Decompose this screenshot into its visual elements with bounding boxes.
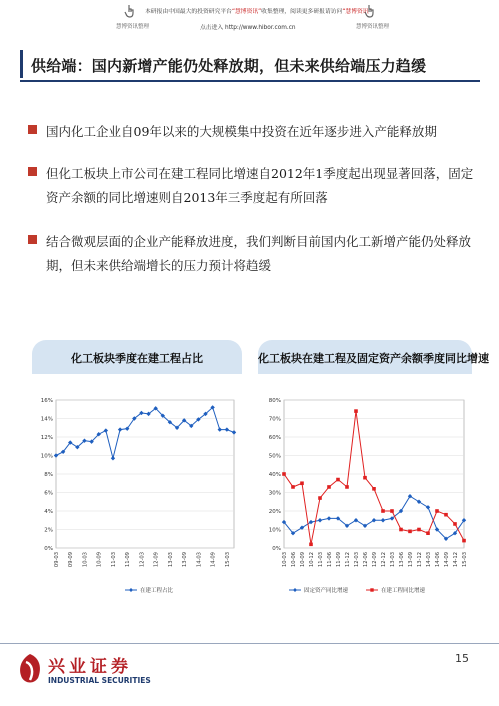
- data-point: [218, 427, 222, 431]
- y-tick-label: 80%: [268, 398, 281, 404]
- x-tick-label: 13-09: [182, 552, 189, 568]
- y-tick-label: 20%: [268, 509, 281, 515]
- data-point: [390, 509, 394, 513]
- x-tick-label: 10-12: [309, 552, 315, 568]
- data-point: [300, 481, 304, 485]
- x-tick-label: 10-03: [282, 552, 288, 568]
- y-tick-label: 12%: [40, 435, 53, 441]
- legend-label: 在建工程同比增速: [381, 588, 426, 594]
- bullet-text: 国内化工企业自09年以来的大规模集中投资在近年逐步进入产能释放期: [46, 124, 437, 139]
- data-point: [426, 505, 430, 509]
- x-tick-label: 10-09: [300, 552, 306, 568]
- x-tick-label: 12-06: [363, 552, 369, 568]
- chart-growth-rates: [258, 390, 472, 612]
- x-tick-label: 13-12: [417, 552, 423, 568]
- y-tick-label: 2%: [44, 527, 53, 534]
- data-point: [300, 525, 304, 529]
- y-tick-label: 10%: [40, 453, 53, 460]
- header-link[interactable]: 点击进入 http://www.hibor.com.cn: [200, 25, 296, 31]
- x-tick-label: 11-09: [336, 552, 342, 568]
- x-tick-label: 13-03: [167, 552, 174, 568]
- y-tick-label: 40%: [268, 472, 281, 478]
- header-right-caption: 慧博资讯整理: [356, 24, 390, 30]
- header-banner: [0, 0, 499, 40]
- data-point: [327, 485, 331, 489]
- x-tick-label: 10-06: [291, 552, 297, 568]
- bullet-square-icon: [28, 167, 37, 176]
- legend-label: 在建工程占比: [140, 588, 174, 594]
- data-point: [363, 476, 367, 480]
- chart-panel-growth-rates: [258, 340, 489, 612]
- x-tick-label: 14-09: [444, 552, 450, 568]
- data-point: [435, 509, 439, 513]
- touch-hand-icon: [124, 4, 136, 18]
- x-tick-label: 14-09: [210, 552, 217, 568]
- bullet-square-icon: [28, 125, 37, 134]
- x-tick-label: 11-03: [110, 552, 117, 568]
- data-point: [363, 524, 367, 528]
- data-point: [309, 520, 313, 524]
- touch-hand-icon: [364, 4, 376, 18]
- header-left-caption: 慧博资讯整理: [116, 24, 150, 30]
- y-tick-label: 14%: [40, 416, 53, 423]
- data-point: [462, 539, 466, 543]
- y-tick-label: 8%: [44, 472, 53, 478]
- data-point: [372, 487, 376, 491]
- y-tick-label: 30%: [268, 490, 281, 497]
- data-point: [408, 494, 412, 498]
- data-point: [354, 409, 358, 413]
- data-point: [453, 522, 457, 526]
- logo-emblem-icon: [16, 652, 44, 686]
- x-tick-label: 14-03: [196, 552, 203, 568]
- y-tick-label: 16%: [40, 398, 53, 404]
- data-point: [372, 518, 376, 522]
- x-tick-label: 11-06: [327, 552, 333, 568]
- data-point: [232, 430, 236, 434]
- x-tick-label: 14-06: [435, 552, 441, 568]
- chart-title: 化工板块季度在建工程占比: [71, 352, 203, 365]
- x-tick-label: 13-09: [408, 552, 414, 568]
- y-tick-label: 4%: [44, 509, 53, 515]
- data-point: [282, 472, 286, 476]
- x-tick-label: 13-03: [390, 552, 396, 568]
- data-point: [381, 518, 385, 522]
- logo-text-cn: 兴业证券: [48, 657, 132, 677]
- x-tick-label: 14-03: [426, 552, 432, 568]
- y-tick-label: 6%: [44, 490, 53, 497]
- chart-title-bar: [258, 340, 489, 374]
- legend-marker: [293, 588, 297, 592]
- data-point: [318, 496, 322, 500]
- data-point: [354, 518, 358, 522]
- chart-title-bar: [32, 340, 242, 374]
- y-tick-label: 70%: [268, 416, 281, 423]
- x-tick-label: 10-09: [96, 552, 103, 568]
- legend-marker: [370, 588, 373, 591]
- y-tick-label: 60%: [268, 435, 281, 441]
- x-tick-label: 10-03: [82, 552, 89, 568]
- x-tick-label: 14-12: [453, 552, 459, 568]
- data-point: [444, 513, 448, 517]
- x-tick-label: 12-12: [381, 552, 387, 568]
- series-line: [284, 411, 464, 544]
- title-divider: [20, 80, 480, 82]
- data-point: [111, 456, 115, 460]
- bullet-square-icon: [28, 235, 37, 244]
- x-tick-label: 15-03: [224, 552, 231, 568]
- footer-divider: [0, 643, 499, 644]
- data-point: [408, 530, 412, 534]
- bullet-text: 结合微观层面的企业产能释放进度，我们判断目前国内化工新增产能仍处释放期，但未来供给端增长的压力预计将趋缓: [46, 234, 472, 273]
- data-point: [225, 427, 229, 431]
- x-tick-label: 12-03: [139, 552, 146, 568]
- header-notice: 本研报由中国最大的投资研究平台“慧博资讯”收集整理，阅读更多研报请访问“慧博资讯”: [145, 9, 372, 15]
- x-tick-label: 12-09: [153, 552, 160, 568]
- page-title: 供给端：国内新增产能仍处释放期，但未来供给端压力趋缓: [31, 57, 427, 75]
- data-point: [291, 485, 295, 489]
- data-point: [118, 427, 122, 431]
- logo-text-en: INDUSTRIAL SECURITIES: [48, 676, 151, 685]
- data-point: [417, 528, 421, 532]
- data-point: [399, 528, 403, 532]
- x-tick-label: 09-09: [68, 552, 75, 568]
- y-tick-label: 0%: [44, 546, 53, 552]
- x-tick-label: 11-12: [345, 552, 351, 568]
- x-tick-label: 11-03: [318, 552, 324, 568]
- data-point: [104, 428, 108, 432]
- chart-title: 化工板块在建工程及固定资产余额季度同比增速: [258, 352, 489, 365]
- data-point: [336, 478, 340, 482]
- x-tick-label: 09-03: [54, 552, 60, 568]
- legend-label: 固定资产同比增速: [304, 588, 349, 594]
- legend-marker: [129, 588, 133, 592]
- x-tick-label: 15-03: [462, 552, 468, 568]
- y-tick-label: 10%: [268, 527, 281, 534]
- chart-panel-construction-ratio: [32, 340, 242, 612]
- x-tick-label: 12-03: [354, 552, 360, 568]
- company-logo: [16, 652, 151, 692]
- data-point: [309, 543, 313, 547]
- x-tick-label: 11-09: [125, 552, 132, 568]
- x-tick-label: 13-06: [399, 552, 405, 568]
- bullet-text: 但化工板块上市公司在建工程同比增速自2012年1季度起出现显著回落，固定资产余额的同比增速则自2013年三季度起有所回落: [46, 166, 474, 205]
- series-line: [284, 496, 464, 539]
- data-point: [345, 485, 349, 489]
- data-point: [54, 453, 58, 457]
- data-point: [417, 500, 421, 504]
- y-tick-label: 50%: [268, 453, 281, 460]
- data-point: [327, 516, 331, 520]
- page-title-bar: [20, 50, 480, 78]
- data-point: [318, 518, 322, 522]
- page-number: 15: [455, 652, 469, 665]
- chart-construction-ratio: [32, 390, 242, 612]
- data-point: [426, 531, 430, 535]
- x-tick-label: 12-09: [372, 552, 378, 568]
- data-point: [381, 509, 385, 513]
- y-tick-label: 0%: [272, 546, 281, 552]
- series-line: [56, 407, 234, 458]
